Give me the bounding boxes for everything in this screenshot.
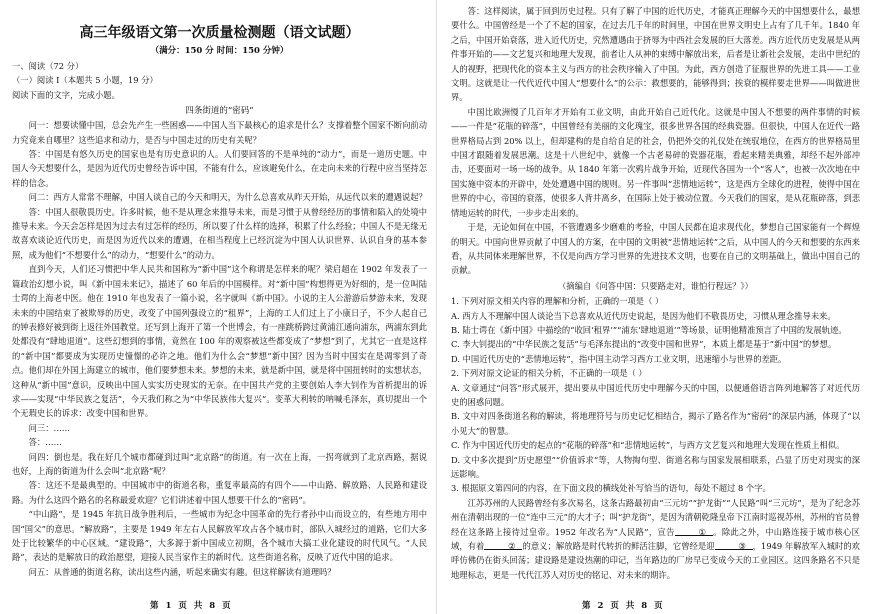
passage-text: 。除此之外，中山路连接于城市核心区域，有着 — [451, 526, 860, 552]
article-title: 四条街道的“密码” — [185, 106, 254, 117]
paragraph: 答：中国人很敬畏历史。许多时候，他不是从理念来推导未来，而是习惯于从曾经经历的事情和陷入的处境中推导未来。今天会怎样是因为过去有过怎样的经历，所以要了什么样的选择，积累了什么经验；中国人不是无缘无故喜欢谈论近代历史，而是因为近代以来的遭遇，在相当程度上已经沉淀为中国人认识世界、认识自身的基本参照，成为他们“不想要什么”的动力，“想要什么”的动力。 — [12, 206, 427, 260]
paragraph: 答：…… — [28, 437, 62, 448]
paragraph: 问三：…… — [28, 422, 71, 433]
option-a: A. 西方人不理解中国人谈论当下总喜欢从近代历史说起，是因为他们不敬畏历史，习惯从理念推导未来。 — [451, 310, 836, 321]
passage-text: 江苏苏州的人民路曾经有多次易名，这条古路最初由“三元坊”“护龙街”“人民路”叫“三元坊”，是为了纪念苏州在清朝出现的一位“连中三元”的大才子；叫“护龙街”，是因为清朝乾隆皇帝下江南时巡视苏州，苏州的官员曾经在这条路上接待过皇帝。1952 年改名为“人民路”，宣告 — [451, 497, 860, 537]
option-a: A. 文章通过“问答”形式展开，提出要从中国近代历史中理解今天的中国，以便通俗语言阵列地解答了对近代历史的困惑问题。 — [451, 382, 860, 407]
article-source: （摘编自《问答中国：只要路走对，谁怕行程远？》） — [558, 280, 753, 291]
paragraph: “中山路”，是 1945 年抗日战争胜利后，一些城市为纪念中国革命的先行者孙中山而设立的，有些地方用中国“国父”的意思。“解放路”，主要是 1949 年左右人民解放军攻占各个城市时，部队入城经过的道路，它们大多处于比较繁华的中心区域。“建设路”，大多源于新中国成立初期，各个城市大搞工业化建设的时代风气。“人民路”，表达的是解放日的政治愿望，迎接人民当家作主的新时代。这些街道名称，反映了近代中国的追求。 — [12, 509, 427, 563]
exam-subtitle: （满分：150 分 时间：150 分钟） — [150, 46, 289, 56]
question-1: 1. 下列对原文相关内容的理解和分析，正确的一项是（ ） — [451, 296, 664, 307]
right-column — [437, 0, 870, 614]
option-b: B. 陆士谔在《新中国》中描绘的“收回‘租界’”“浦东‘肆地退道’”等场景，证明他精准预言了中国的发展轨迹。 — [451, 324, 847, 335]
paragraph: 直到今天，人们还习惯把中华人民共和国称为“新中国”这个称谓是怎样来的呢？梁启超在 1902 年发表了一篇政治幻想小说，叫《新中国未来记》，描述了 60 年后的中国模样。对“新中国”构想得更为好细的，是一位叫陆士谔的上海老中医。他在 1910 年也发表了一篇小说，名字就叫《新中国》。小说的主人公游游后梦游未来，发现未来的中国结束了被欺辱的历史，改变了中国列强设立的“租界”，上海的工人们过上了小康日子，不少人起自己的钟表修好被到街上返往外国教堂。还写到上海开了第一个世博会，有一座跳桥跨过黄浦江通向浦东，两浦东到此处都没有“肆地退道”。这些幻想到的事情，竟然在 100 年的观察被这些都变成了“梦想”到了，尤其它一直是这样的“新中国”都要成为实现历史憧憬的必许之地。他们为什么会“梦想”新中国？因为当时中国实在是凋零到了奇点。他们却在外国上海建立的城市，他们要梦想未来。梦想的未来，就是新中国，就是将中国扭转时的实想状态，这种从“新中国”意识，反映出中国人实实历史现实的无奈。在中国共产党的主要创始人李大钊作为首析提出的诉求——实现“中华民族之复活”，今天我们称之为“中华民族伟大复兴”。变革大利转的呐喊毛泽东，真切提出一个个无瑕史长的诉求：改变中国和世界。 — [12, 264, 427, 419]
passage-text: ，1949 年解放军入城时的欢呼仿佛仍在街头回荡；建设路是建设热潮的印记，当年路边的厂房早已变成今天的工业园区。这四条路名不只是地理标志，更是一代代江苏人对历史的铭记、对未来的期许。 — [451, 541, 860, 580]
instruction: 阅读下面的文字，完成小题。 — [12, 89, 120, 100]
answer-blank-2[interactable]: ② — [484, 539, 522, 550]
left-body — [12, 118, 427, 579]
section-heading: 一、阅读（72 分） — [12, 61, 84, 71]
passage-text: 的意义；解放路是时代转折的鲜活注脚，它曾经是迎 — [522, 541, 715, 552]
option-c: C. 作为中国近代历史的起点的“花瓶的碎落”和“悲情地运转”，与西方文艺复兴和地理大发现在性质上相似。 — [451, 440, 845, 451]
paragraph: 于是，无论如何在中国，不管遭遇多少磨难的考验，中国人民都在追求现代化，梦想自己国家能有一个辉煌的明天。中国向世界贡献了中国人的方案，在中国的文明被“悲情地运转”之后，从中国人的今天和想要的东西来看，从共同体来理解世界，不仅是向西方学习世界的先进技术文明，也要在自己的文明基础上，做出中国自己的贡献。 — [451, 222, 860, 276]
exam-title: 高三年级语文第一次质量检测题（语文试题） — [79, 25, 360, 41]
question-3: 3. 根据原文第四问的内容，在下面文段的横线处补写恰当的语句，每处不超过 8 个字。 — [451, 483, 771, 494]
question-3-passage — [451, 496, 860, 582]
page-footer-right: 第 2 页 共 8 页 — [582, 601, 665, 611]
page-footer-left: 第 1 页 共 8 页 — [150, 601, 233, 611]
answer-blank-3[interactable]: ③ — [715, 539, 753, 550]
paragraph: 答：中国是有悠久历史的国家也是有历史意识的人。人们要回答的不是单纯的“动力”，而是一道历史题。中国人今天想要什么，是因为近代历史曾经告诉中国，不能有什么，应该避免什么，在走向未来的行程中应当坚持怎样的信念。 — [12, 149, 427, 188]
answer-blank-1[interactable]: ① — [675, 525, 713, 536]
option-b: B. 文中对四条街道名称的解读，将地理符号与历史记忆相结合，揭示了路名作为“密码”的深层内涵，体现了“以小见大”的智慧。 — [451, 411, 860, 436]
paragraph: 答：这还不是最典型的。中国城市中的街道名称，重复率最高的有四个——中山路、解放路、人民路和建设路。为什么这四个路名的名称最爱欢迎？它们讲述着中国人想要干什么的“密码”。 — [12, 480, 427, 505]
paragraph: 中国比欧洲慢了几百年才开始有工业文明，由此开始自己近代化。这就是中国人不想要的两件事情的时候——一件是“花瓶的碎落”，中国曾经有美丽的文化瑰宝，很多世界各国的经典瓷器。但很快，中国人在近代一路世界格局占到 20% 以上，但却建构的是自给自足的社会，仍把外交的礼仪处在统驭地位，在西方的世界格局里中国才跟随着发展思潮。这是十八世纪中，就像一个古老易碎的瓷器花瓶，看起来精美典雅，却经不起外部冲击，还要面对一场一场的战争。从 1840 年第一次鸦片战争开始，近现代各国为一个“客人”，也被一次次地在中国实施中资本的开辟中，处处遭遇中国的规则。另一件事叫“悲情地运转”，这是西方全球化的进程，使得中国在世界的中心，帝国的衰落，使很多人背井离乡，在国际上处于被动位置。今天我们的国家，是从花瓶碎落，到悲情地运转的时代，一步步走出来的。 — [451, 106, 860, 218]
paragraph: 问一：想要读懂中国，总会先产生一些困惑——中国人当下最核心的追求是什么？支撑着整个国家不断向前动力究竟来自哪里？这些追求和动力，是否与中国走过的历史有关呢？ — [12, 120, 427, 145]
option-c: C. 李大钊提出的“中华民族之复活”与毛泽东提出的“改变中国和世界”，本质上都是基于“新中国”的梦想。 — [451, 339, 837, 350]
paragraph: 问五：从普通的街道名称，读出这些内涵，听起来确实有趣。但这样解读有道理吗？ — [28, 566, 336, 577]
part-heading: （一）阅读 I（本题共 5 小题，19 分） — [12, 75, 158, 86]
question-2: 2. 下列对原文论证的相关分析，不正确的一项是（ ） — [451, 368, 647, 379]
paragraph: 问二：西方人常常不理解，中国人谈自己的今天和明天，为什么总喜欢从昨天开始，从远代以来的遭遇说起？ — [28, 192, 427, 203]
paragraph: 问四：倒也是。我在好几个城市都碰到过叫“北京路”的街道。有一次在上海，一拐弯就到了北京西路，据说也好，上海的街道为什么会叫“北京路”呢？ — [12, 451, 427, 476]
option-d: D. 文中多次提到“历史愿望”“价值诉求”等，人物掏句型、街道名称与国家发展相联系，凸显了历史对现实的深远影响。 — [451, 454, 860, 479]
paragraph: 答：这样阅读，属于回到历史过程。只有了解了中国的近代历史，才能真正理解今天的中国想要什么，最想要什么。中国曾经是一个了不起的国家，在过去几千年的时间里，中国在世界文明史上占有了几千年。1840 年之后，中国开始衰落，进入近代历史，究然遭遇由于挤辱为中西社会发展的巨大落差。西方近代历史发展是从两件事开始的——文艺复兴和地理大发现，前者让人从神的束缚中解放出来，后者是让新社会发展，走出中世纪的人的视野，把现代化的资本主义与西方的社会秩序输入了中国。为此，西方创造了征服世界的先进工具——工业文明。这就是让一代代近代中国人“想要什么”的公示：救想要的，能够得到；挨衰的模样要走世界——叫做进世界。 — [451, 6, 860, 103]
option-d: D. 中国近代历史的“悲情地运转”，指中国主动学习西方工业文明，迅速缩小与世界的差距。 — [451, 353, 787, 364]
